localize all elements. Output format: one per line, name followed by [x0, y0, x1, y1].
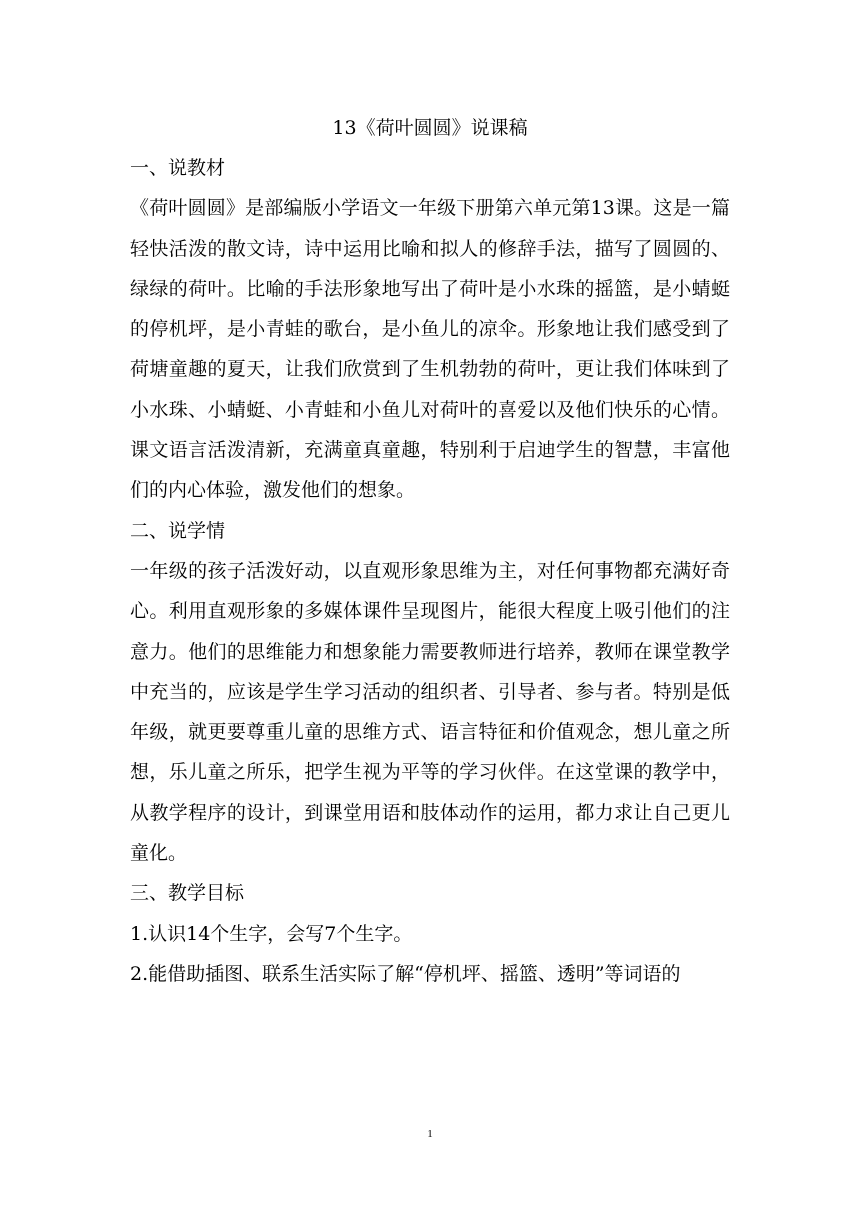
section-paragraph-textbook: 《荷叶圆圆》是部编版小学语文一年级下册第六单元第13课。这是一篇轻快活泼的散文诗，诗中运用比喻和拟人的修辞手法，描写了圆圆的、绿绿的荷叶。比喻的手法形象地写出了荷叶是小水珠的摇篮，是小蜻蜓的停机坪，是小青蛙的歌台，是小鱼儿的凉伞。形象地让我们感受到了荷塘童趣的夏天，让我们欣赏到了生机勃勃的荷叶，更让我们体味到了小水珠、小蜻蜓、小青蛙和小鱼儿对荷叶的喜爱以及他们快乐的心情。课文语言活泼清新，充满童真童趣，特别利于启迪学生的智慧，丰富他们的内心体验，激发他们的想象。 [130, 197, 730, 502]
objective-item: 2.能借助插图、联系生活实际了解“停机坪、摇篮、透明”等词语的 [130, 962, 681, 985]
section-paragraph-students: 一年级的孩子活泼好动，以直观形象思维为主，对任何事物都充满好奇心。利用直观形象的多媒体课件呈现图片，能很大程度上吸引他们的注意力。他们的思维能力和想象能力需要教师进行培养，教师在课堂教学中充当的，应该是学生学习活动的组织者、引导者、参与者。特别是低年级，就更要尊重儿童的思维方式、语言特征和价值观念，想儿童之所想，乐儿童之所乐，把学生视为平等的学习伙伴。在这堂课的教学中，从教学程序的设计，到课堂用语和肢体动作的运用，都力求让自己更儿童化。 [130, 559, 730, 865]
page-number: 1 [427, 1128, 433, 1140]
document-title: 13《荷叶圆圆》说课稿 [332, 117, 528, 139]
section-heading-textbook: 一、说教材 [130, 157, 226, 179]
document-body [130, 108, 730, 994]
objective-item: 1.认识14个生字，会写7个生字。 [130, 922, 413, 945]
section-heading-students: 二、说学情 [130, 519, 226, 542]
section-heading-objectives: 三、教学目标 [130, 882, 245, 905]
